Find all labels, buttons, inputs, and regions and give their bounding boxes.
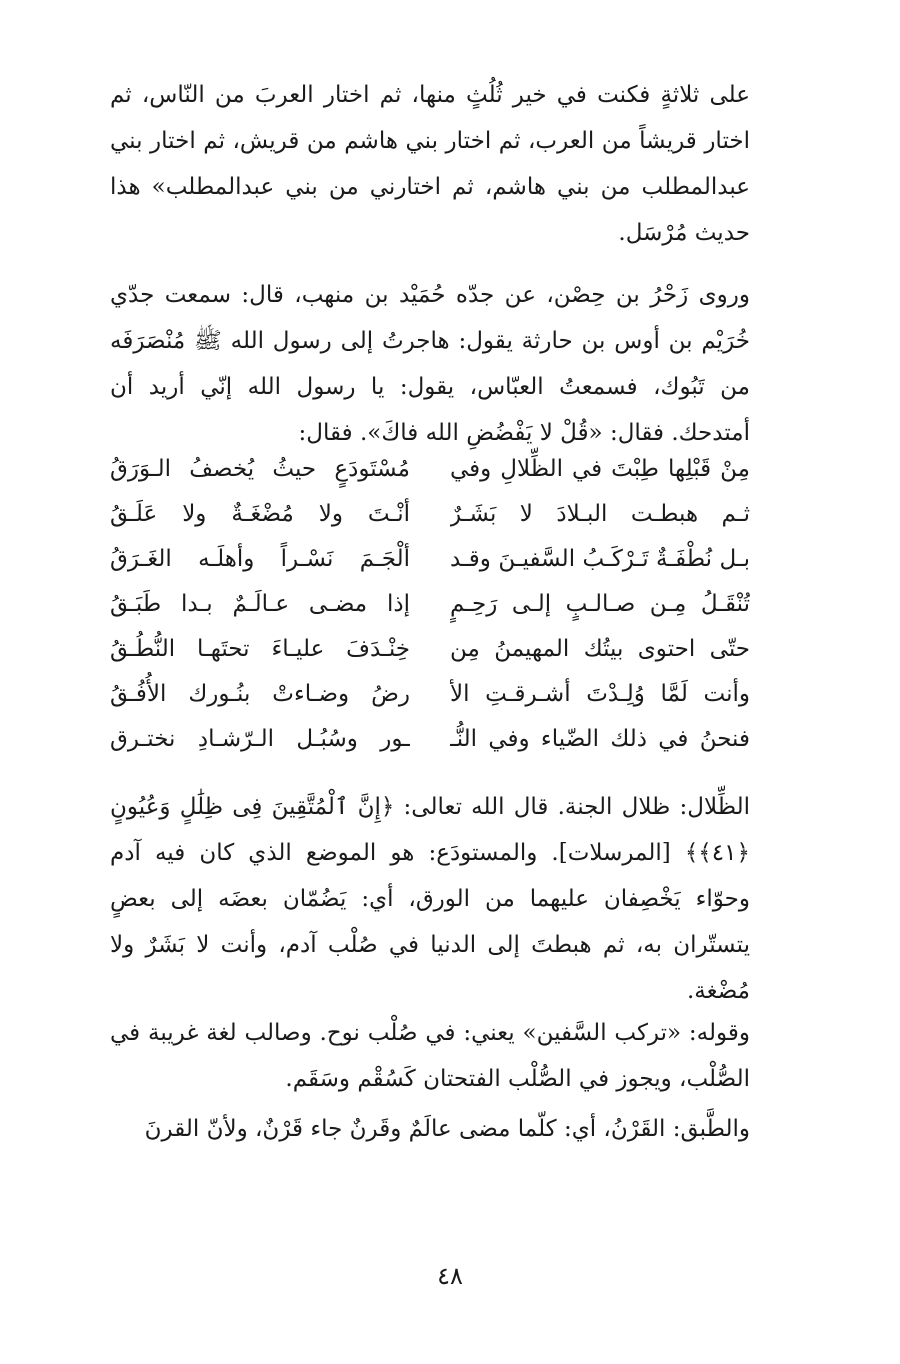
verse-second-hemistich: مُسْتَودَعٍ حيثُ يُخصفُ الـوَرَقُ	[110, 456, 410, 482]
poem-verse	[110, 717, 750, 762]
poem-verse	[110, 492, 750, 537]
page-number: ٤٨	[437, 1262, 463, 1290]
verse-first-hemistich: حتّى احتوى بيتُك المهيمنُ مِن	[450, 636, 750, 662]
poem-verse	[110, 537, 750, 582]
verse-first-hemistich: بـل نُطْفَـةٌ تَـرْكَـبُ السَّفيـنَ وقـد	[450, 546, 750, 572]
verse-first-hemistich: تُنْقَـلُ مِـن صـالـبٍ إلـى رَحِـمٍ	[450, 591, 750, 617]
verse-first-hemistich: مِنْ قَبْلِها طِبْتَ في الظِّلالِ وفي	[450, 456, 750, 482]
poem	[110, 447, 750, 762]
verse-first-hemistich: ثـم هبطـت البـلادَ لا بَشَـرٌ	[450, 501, 750, 527]
paragraph-hadith-end: على ثلاثةٍ فكنت في خير ثُلُثٍ منها، ثم اختار العربَ من النّاس، ثم اختار قريشاً من العرب، ثم اختار بني هاشم من قريش، ثم اختار بني عبدالمطلب من بني هاشم، ثم اختارني من بني عبدالمطلب» هذا حديث مُرْسَل.	[110, 82, 750, 246]
verse-second-hemistich: ألْجَـمَ نَسْـراً وأهلَـه الغَـرَقُ	[110, 546, 410, 572]
paragraph-glossary-zilal: الظِّلال: ظلال الجنة. قال الله تعالى: ﴿إِنَّ ٱلْمُتَّقِينَ فِى ظِلَٰلٍ وَعُيُونٍ ﴿٤١﴾﴾ [المرسلات]. والمستودَع: هو الموضع الذي كان فيه آدم وحوّاء يَخْصِفان عليهما من الورق، أي: يَضُمّان بعضَه إلى بعضٍ يتستّران به، ثم هبطتَ إلى الدنيا في صُلْب آدم، وأنت لا بَشَرٌ ولا مُضْغة.	[110, 794, 750, 1004]
poem-verse	[110, 582, 750, 627]
paragraph-glossary-safin: وقوله: «تركب السَّفين» يعني: في صُلْب نوح. وصالب لغة غريبة في الصُّلْب، ويجوز في الصُّلْب الفتحتان كَسُقْم وسَقَم.	[110, 1020, 750, 1092]
verse-second-hemistich: ـور وسُبُـل الـرّشـادِ نختـرق	[110, 726, 410, 752]
verse-first-hemistich: فنحنُ في ذلك الضّياء وفي النُّـ	[450, 726, 750, 752]
verse-first-hemistich: وأنت لَمَّا وُلِـدْتَ أشـرقـتِ الأ	[450, 681, 750, 707]
paragraph-narration: وروى زَحْرُ بن حِصْن، عن جدّه حُمَيْد بن منهب، قال: سمعت جدّي خُرَيْم بن أوس بن حارثة يقول: هاجرتُ إلى رسول الله ﷺ مُنْصَرَفَه من تَبُوك، فسمعتُ العبّاس، يقول: يا رسول الله إنّي أريد أن أمتدحك. فقال: «قُلْ لا يَفْضُضِ الله فاكَ». فقال:	[110, 282, 750, 446]
poem-verse	[110, 447, 750, 492]
verse-second-hemistich: خِنْـدَفَ عليـاءَ تحتَهـا النُّطُـقُ	[110, 636, 410, 662]
poem-verse	[110, 672, 750, 717]
paragraph-glossary-tabaq: والطَّبق: القَرْنُ، أي: كلّما مضى عالَمٌ وقَرنٌ جاء قَرْنٌ، ولأنّ القرنَ	[144, 1116, 750, 1142]
verse-second-hemistich: إذا مضـى عـالَـمٌ بـدا طَبَـقُ	[110, 591, 410, 617]
verse-second-hemistich: رضُ وضـاءتْ بنُـورك الأُفُـقُ	[110, 681, 410, 707]
poem-verse	[110, 627, 750, 672]
verse-second-hemistich: أنْـتَ ولا مُضْغَـةٌ ولا عَلَـقُ	[110, 501, 410, 527]
